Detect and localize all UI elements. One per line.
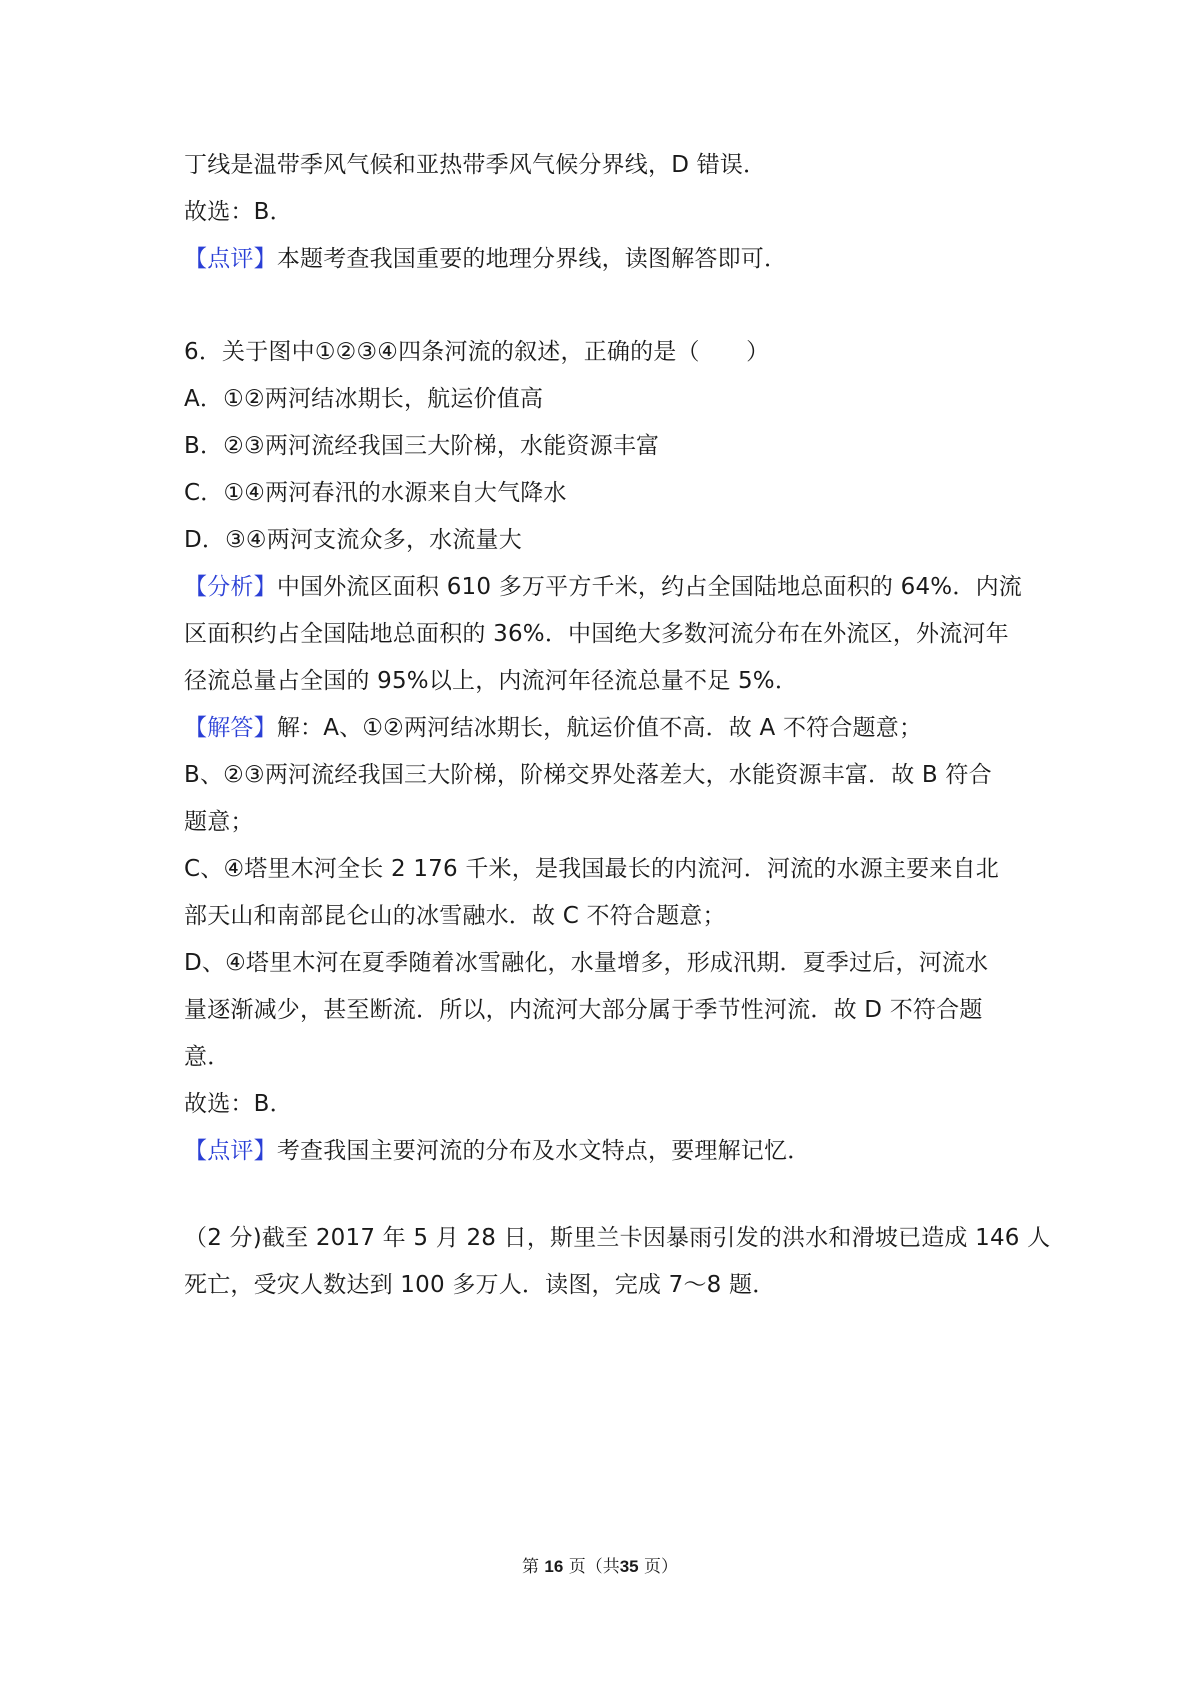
answer-text: 解：A、①②两河结冰期长，航运价值不高．故 A 不符合题意； <box>276 715 923 741</box>
page-content <box>184 142 1051 1309</box>
analysis-tag: 【分析】 <box>184 574 277 600</box>
text-line: 丁线是温带季风气候和亚热带季风气候分界线，D 错误． <box>184 152 767 178</box>
answer-line <box>184 705 1024 752</box>
analysis-line: 径流总量占全国的 95%以上，内流河年径流总量不足 5%． <box>184 668 799 694</box>
footer-suffix: 页） <box>644 1557 679 1577</box>
analysis-line: 区面积约占全国陆地总面积的 36%．中国绝大多数河流分布在外流区，外流河年 <box>184 621 1009 647</box>
footer-prefix: 第 <box>521 1557 539 1577</box>
review-text: 本题考查我国重要的地理分界线，读图解答即可． <box>276 246 788 272</box>
answer-tag: 【解答】 <box>184 715 277 741</box>
option-a: A．①②两河结冰期长，航运价值高 <box>184 386 544 412</box>
answer-line: 部天山和南部昆仑山的冰雪融水．故 C 不符合题意； <box>184 903 726 929</box>
analysis-line <box>184 564 1024 611</box>
page-footer <box>0 1552 1200 1577</box>
review-line <box>184 236 1024 283</box>
answer-line: 意． <box>184 1044 231 1070</box>
answer-line: 量逐渐减少，甚至断流．所以，内流河大部分属于季节性河流．故 D 不符合题 <box>184 997 983 1023</box>
answer-line: 题意； <box>184 809 254 835</box>
answer-choice-line: 故选：B． <box>184 1091 293 1117</box>
footer-page-number: 16 <box>544 1557 564 1576</box>
analysis-text: 中国外流区面积 610 多万平方千米，约占全国陆地总面积的 64%．内流 <box>276 574 1022 600</box>
footer-middle: 页（共 <box>568 1557 620 1577</box>
review-tag: 【点评】 <box>184 1138 277 1164</box>
answer-line: B、②③两河流经我国三大阶梯，阶梯交界处落差大，水能资源丰富．故 B 符合 <box>184 762 992 788</box>
answer-line: C、④塔里木河全长 2 176 千米，是我国最长的内流河．河流的水源主要来自北 <box>184 856 999 882</box>
intro-line: 死亡，受灾人数达到 100 多万人．读图，完成 7～8 题． <box>184 1272 776 1298</box>
review-text: 考查我国主要河流的分布及水文特点，要理解记忆． <box>276 1138 811 1164</box>
question-stem: 6．关于图中①②③④四条河流的叙述，正确的是（ ） <box>184 339 770 365</box>
intro-line: （2 分)截至 2017 年 5 月 28 日，斯里兰卡因暴雨引发的洪水和滑坡已造成 146 人 <box>184 1225 1051 1251</box>
review-tag: 【点评】 <box>184 246 277 272</box>
answer-line: D、④塔里木河在夏季随着冰雪融化，水量增多，形成汛期．夏季过后，河流水 <box>184 950 989 976</box>
footer-total-pages: 35 <box>619 1557 639 1576</box>
option-d: D．③④两河支流众多，水流量大 <box>184 527 522 553</box>
option-b: B．②③两河流经我国三大阶梯，水能资源丰富 <box>184 433 660 459</box>
option-c: C．①④两河春汛的水源来自大气降水 <box>184 480 567 506</box>
review-line <box>184 1128 1024 1175</box>
answer-choice-line: 故选：B． <box>184 199 293 225</box>
